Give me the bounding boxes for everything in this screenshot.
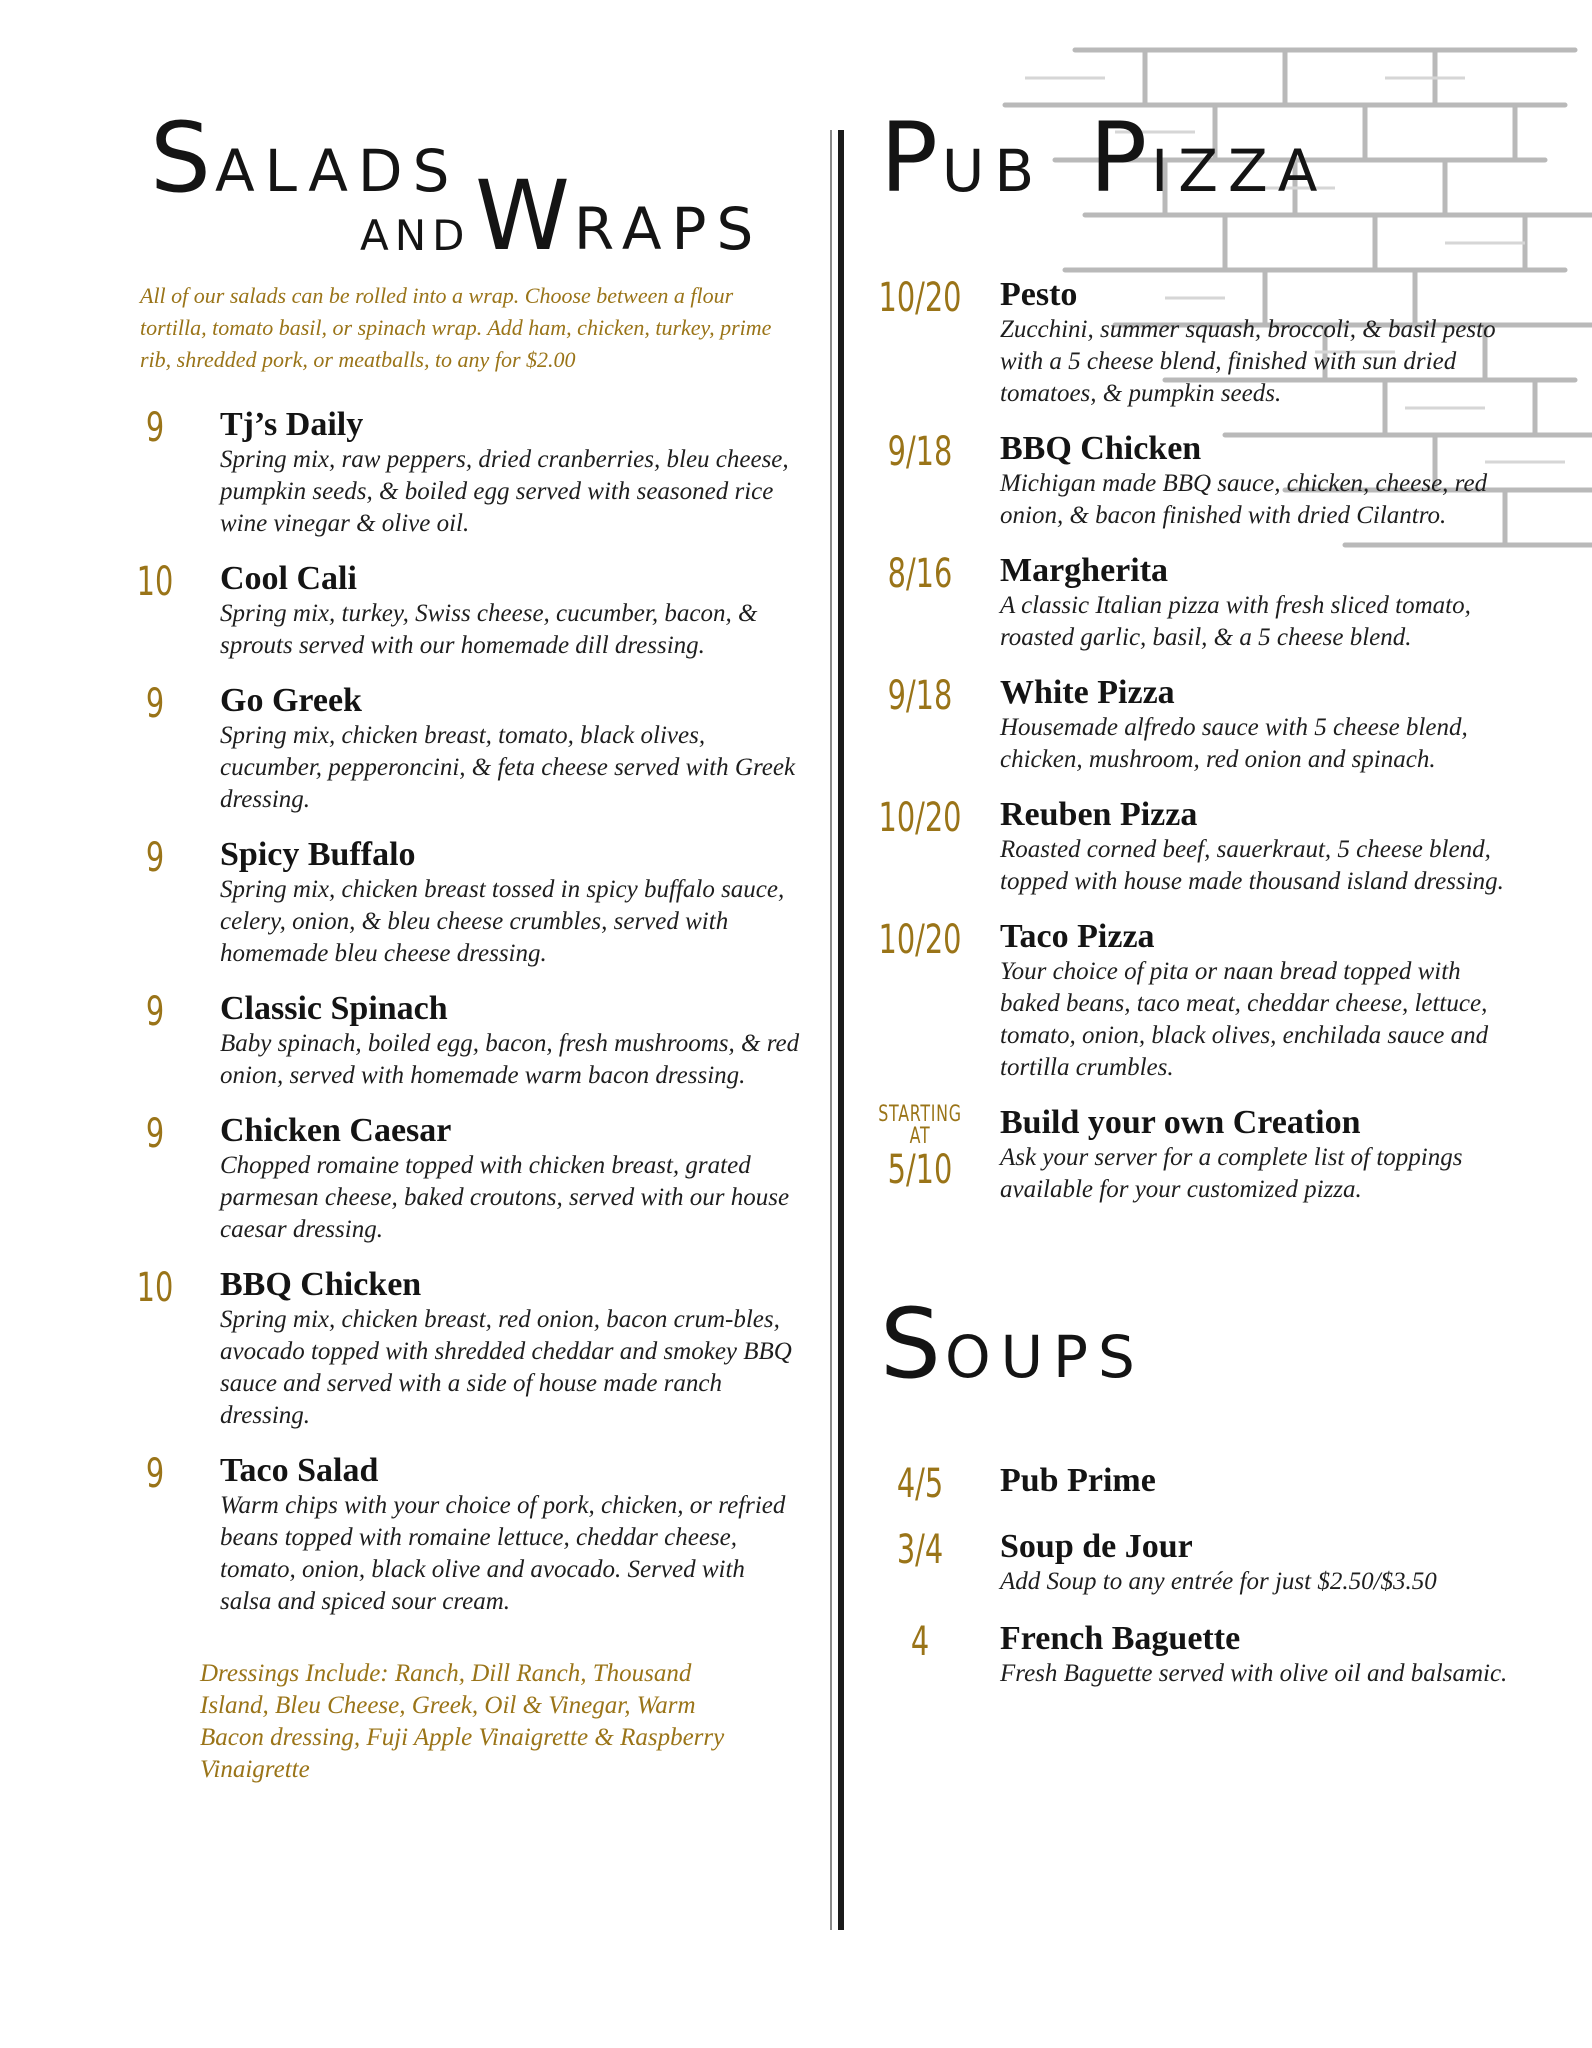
item-price: 10	[136, 559, 174, 605]
item-price: 9/18	[887, 429, 953, 475]
item-name: Tj’s Daily	[220, 406, 364, 443]
item-description: Housemade alfredo sauce with 5 cheese blend, chicken, mushroom, red onion and spinach.	[1000, 714, 1468, 773]
menu-item	[140, 1452, 800, 1618]
soup-list	[880, 1462, 1520, 1690]
item-price: 9	[145, 835, 165, 881]
item-description: Zucchini, summer squash, broccoli, & basil pesto with a 5 cheese blend, finished with sun dried tomatoes, & pumpkin seeds.	[1000, 316, 1496, 407]
item-name: Taco Salad	[220, 1452, 379, 1489]
item-price: 9	[145, 1451, 165, 1497]
menu-item	[880, 674, 1520, 776]
menu-item	[880, 1620, 1520, 1690]
item-name: BBQ Chicken	[220, 1266, 422, 1303]
starting-at-label: STARTING AT	[878, 1102, 962, 1149]
item-description: Spring mix, raw peppers, dried cranberries, bleu cheese, pumpkin seeds, & boiled egg served with seasoned rice wine vinegar & olive oil.	[220, 446, 789, 537]
menu-item	[140, 836, 800, 970]
item-price: 10/20	[878, 275, 962, 321]
item-description: Michigan made BBQ sauce, chicken, cheese, red onion, & bacon finished with dried Cilantro.	[1000, 470, 1488, 529]
item-description: Warm chips with your choice of pork, chicken, or refried beans topped with romaine lettuce, cheddar cheese, tomato, onion, black olive and avocado. Served with salsa and spiced sour cream.	[220, 1492, 786, 1615]
item-name: Classic Spinach	[220, 990, 448, 1027]
item-description: Roasted corned beef, sauerkraut, 5 cheese blend, topped with house made thousand island dressing.	[1000, 836, 1504, 895]
item-price: 9	[145, 681, 165, 727]
pub-pizza-heading: PUB PIZZA	[880, 102, 1328, 214]
item-price: 9	[145, 989, 165, 1035]
item-name: Margherita	[1000, 552, 1169, 589]
menu-item	[880, 430, 1520, 532]
item-name: Reuben Pizza	[1000, 796, 1198, 833]
item-name: BBQ Chicken	[1000, 430, 1202, 467]
menu-item	[880, 276, 1520, 410]
salads-wraps-section	[136, 102, 800, 1786]
menu-item	[880, 552, 1520, 654]
menu-item	[136, 1265, 800, 1432]
item-description: Ask your server for a complete list of toppings available for your customized pizza.	[1000, 1144, 1463, 1203]
build-your-own-item	[880, 1104, 1520, 1206]
item-description: Spring mix, turkey, Swiss cheese, cucumber, bacon, & sprouts served with our homemade dill dressing.	[220, 600, 758, 659]
item-price: 9	[145, 1111, 165, 1157]
item-name: White Pizza	[1000, 674, 1175, 711]
item-price: 10/20	[878, 917, 962, 963]
item-name: Go Greek	[220, 682, 362, 719]
menu-item	[140, 682, 800, 816]
item-name: Build your own Creation	[1000, 1104, 1361, 1141]
item-name: Cool Cali	[220, 560, 357, 597]
item-description: Your choice of pita or naan bread topped with baked beans, taco meat, cheddar cheese, lettuce, tomato, onion, black olives, enchilada sauce and tortilla crumbles.	[1000, 958, 1489, 1081]
menu-item	[136, 559, 800, 662]
item-price: 9	[145, 405, 165, 451]
menu-item	[880, 1528, 1520, 1598]
menu-item	[880, 918, 1520, 1084]
pizza-list	[880, 276, 1520, 1206]
item-price: 10	[136, 1265, 174, 1311]
item-description: Spring mix, chicken breast, red onion, bacon crum-bles, avocado topped with shredded cheddar and smokey BBQ sauce and served with a side of house made ranch dressing.	[220, 1306, 792, 1429]
item-description: Chopped romaine topped with chicken breast, grated parmesan cheese, baked croutons, served with our house caesar dressing.	[220, 1152, 790, 1243]
item-price: STARTING AT 5/10	[870, 1104, 971, 1192]
item-description: Spring mix, chicken breast tossed in spicy buffalo sauce, celery, onion, & bleu cheese crumbles, served with homemade bleu cheese dressing.	[220, 876, 785, 967]
menu-item	[880, 1462, 1520, 1506]
item-price: 8/16	[887, 551, 953, 597]
item-name: Pesto	[1000, 276, 1078, 313]
item-name: Pub Prime	[1000, 1462, 1156, 1499]
item-name: Soup de Jour	[1000, 1528, 1193, 1565]
item-name: Taco Pizza	[1000, 918, 1155, 955]
item-name: Spicy Buffalo	[220, 836, 416, 873]
menu-item	[140, 1112, 800, 1246]
menu-item	[140, 406, 800, 540]
menu-item	[880, 796, 1520, 898]
wrap-options-note: All of our salads can be rolled into a wrap. Choose between a flour tortilla, tomato basil, or spinach wrap. Add ham, chicken, turkey, prime rib, shredded pork, or meatballs, to any for $2.00	[140, 283, 772, 372]
pizza-soups-section	[878, 102, 1520, 1712]
item-price: 9/18	[887, 673, 953, 719]
item-description: Spring mix, chicken breast, tomato, black olives, cucumber, pepperoncini, & feta cheese served with Greek dressing.	[220, 722, 796, 813]
menu-item	[140, 990, 800, 1092]
soups-heading: SOUPS	[880, 1288, 1145, 1400]
item-description: Add Soup to any entrée for just $2.50/$3.50	[1000, 1568, 1437, 1595]
salad-list	[136, 405, 800, 1618]
item-description: Baby spinach, boiled egg, bacon, fresh mushrooms, & red onion, served with homemade warm bacon dressing.	[220, 1030, 800, 1089]
dressings-note: Dressings Include: Ranch, Dill Ranch, Thousand Island, Bleu Cheese, Greek, Oil & Vinegar, Warm Bacon dressing, Fuji Apple Vinaigrette & Raspberry Vinaigrette	[200, 1660, 725, 1783]
item-description: Fresh Baguette served with olive oil and balsamic.	[1000, 1660, 1508, 1687]
item-price: 4/5	[896, 1461, 944, 1507]
item-name: Chicken Caesar	[220, 1112, 452, 1149]
salads-wraps-heading: SALADS AND WRAPS	[150, 102, 764, 272]
item-name: French Baguette	[1000, 1620, 1241, 1657]
item-description: A classic Italian pizza with fresh sliced tomato, roasted garlic, basil, & a 5 cheese blend.	[1000, 592, 1471, 651]
item-price: 10/20	[878, 795, 962, 841]
item-price: 4	[910, 1619, 930, 1665]
item-price: 3/4	[896, 1527, 944, 1573]
